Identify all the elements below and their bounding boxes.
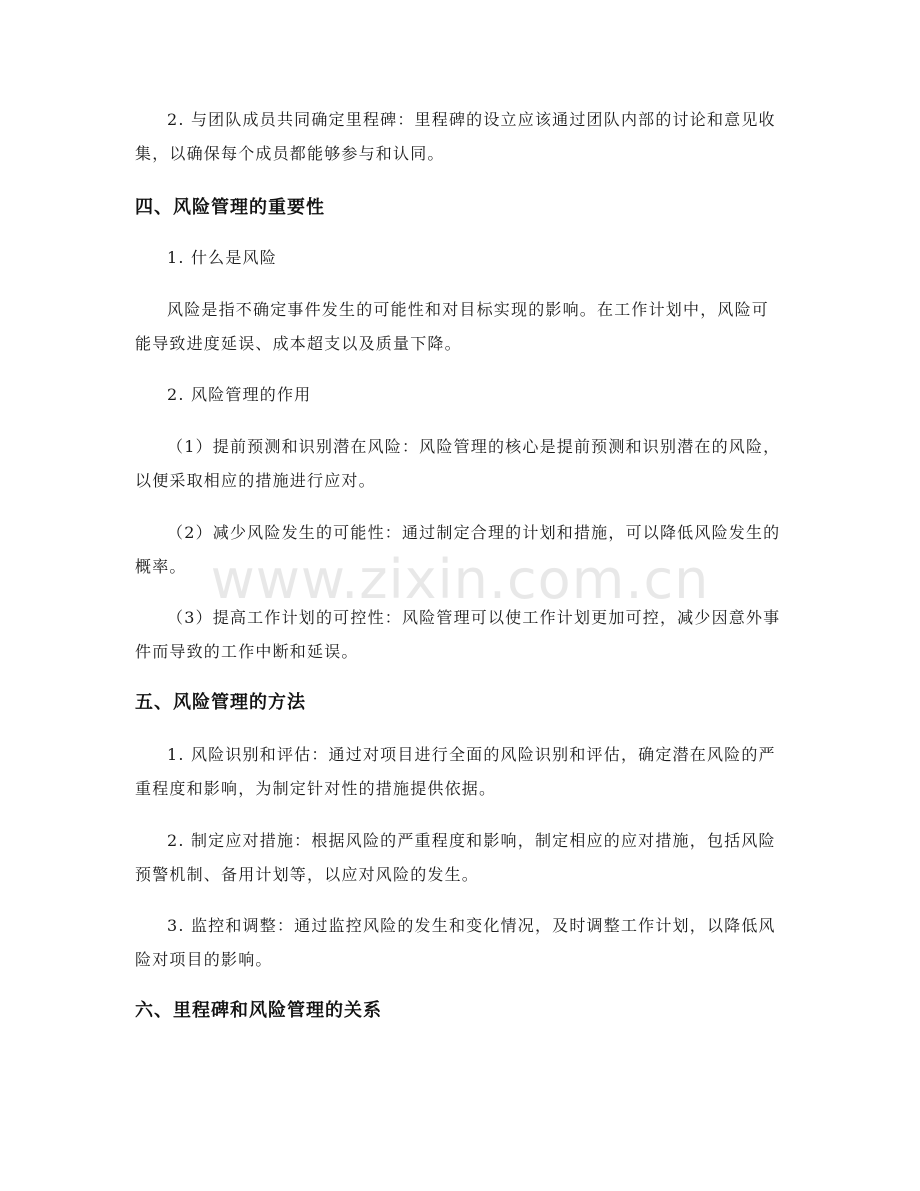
paragraph-role-reduce: [135, 516, 783, 584]
paragraph-text: （3）提高工作计划的可控性：风险管理可以使工作计划更加可控，减少因意外事件而导致的工作中断和延误。: [135, 608, 781, 661]
section-heading-risk-methods: 五、风险管理的方法: [135, 692, 306, 713]
paragraph-method-respond: [135, 824, 783, 892]
subheading-text: 1. 什么是风险: [167, 248, 277, 267]
paragraph-role-control: [135, 601, 783, 669]
paragraph-text: 2. 制定应对措施：根据风险的严重程度和影响，制定相应的应对措施，包括风险预警机制、备用计划等，以应对风险的发生。: [135, 831, 776, 884]
paragraph-milestone-consensus: [135, 103, 783, 171]
paragraph-text: （2）减少风险发生的可能性：通过制定合理的计划和措施，可以降低风险发生的概率。: [135, 523, 781, 576]
paragraph-risk-definition: [135, 293, 783, 361]
paragraph-method-identify: [135, 738, 783, 806]
subheading-what-is-risk: [135, 241, 783, 275]
paragraph-role-predict: [135, 430, 783, 498]
section-heading-risk-importance: 四、风险管理的重要性: [135, 197, 325, 218]
paragraph-method-monitor: [135, 909, 783, 977]
watermark: www.zixin.com.cn: [210, 548, 710, 611]
paragraph-text: 1. 风险识别和评估：通过对项目进行全面的风险识别和评估，确定潜在风险的严重程度和影响，为制定针对性的措施提供依据。: [135, 745, 776, 798]
paragraph-text: （1）提前预测和识别潜在风险：风险管理的核心是提前预测和识别潜在的风险，以便采取相应的措施进行应对。: [135, 437, 781, 490]
section-heading-milestone-risk-relation: 六、里程碑和风险管理的关系: [135, 1000, 382, 1021]
paragraph-text: 3. 监控和调整：通过监控风险的发生和变化情况，及时调整工作计划，以降低风险对项目的影响。: [135, 916, 776, 969]
paragraph-text: 风险是指不确定事件发生的可能性和对目标实现的影响。在工作计划中，风险可能导致进度延误、成本超支以及质量下降。: [135, 300, 770, 353]
subheading-text: 2. 风险管理的作用: [167, 385, 312, 404]
paragraph-text: 2. 与团队成员共同确定里程碑：里程碑的设立应该通过团队内部的讨论和意见收集，以确保每个成员都能够参与和认同。: [135, 110, 776, 163]
subheading-risk-management-role: [135, 378, 783, 412]
